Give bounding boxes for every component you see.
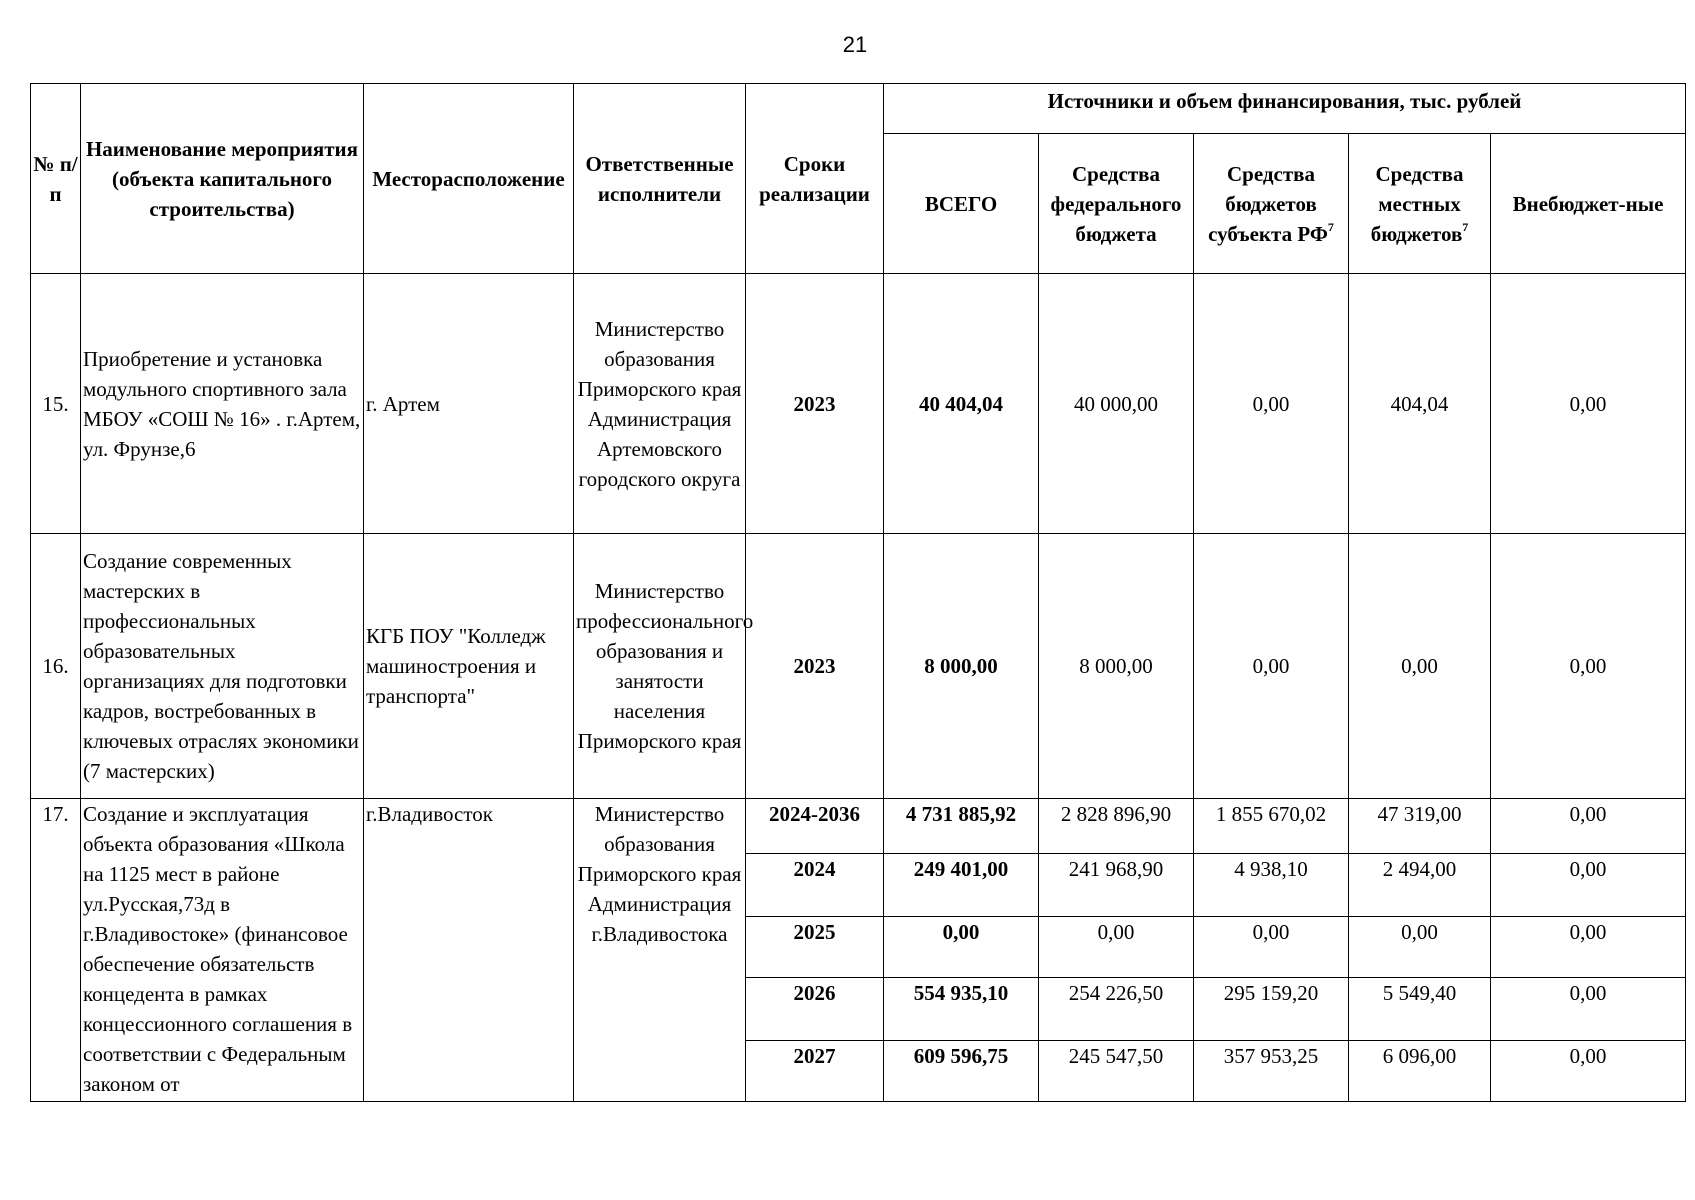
row-term: 2026	[746, 978, 884, 1041]
row-federal: 8 000,00	[1039, 534, 1194, 799]
row-total: 8 000,00	[884, 534, 1039, 799]
table-row	[31, 274, 1686, 534]
row-federal: 2 828 896,90	[1039, 799, 1194, 854]
row-total: 554 935,10	[884, 978, 1039, 1041]
row-total: 249 401,00	[884, 854, 1039, 917]
page-number: 21	[842, 32, 868, 57]
row-subject: 4 938,10	[1194, 854, 1349, 917]
row-subject: 357 953,25	[1194, 1041, 1349, 1102]
footnote-mark: 7	[1327, 219, 1334, 234]
row-local: 0,00	[1349, 534, 1491, 799]
row-location: г.Владивосток	[364, 799, 574, 1102]
row-extra: 0,00	[1491, 854, 1686, 917]
row-responsible: Министерство образования Приморского края Администрация Артемовского городского округа	[574, 274, 746, 534]
row-name: Создание современных мастерских в профессиональных образовательных организациях для подготовки кадров, востребованных в ключевых отраслях экономики (7 мастерских)	[81, 534, 364, 799]
header-name: Наименование мероприятия (объекта капитального строительства)	[81, 84, 364, 274]
header-subject	[1194, 134, 1349, 274]
row-subject: 0,00	[1194, 917, 1349, 978]
row-total: 40 404,04	[884, 274, 1039, 534]
row-subject: 1 855 670,02	[1194, 799, 1349, 854]
header-row-1	[31, 84, 1686, 134]
row-location: г. Артем	[364, 274, 574, 534]
row-subject: 0,00	[1194, 534, 1349, 799]
row-total: 0,00	[884, 917, 1039, 978]
row-federal: 245 547,50	[1039, 1041, 1194, 1102]
row-num: 17.	[31, 799, 81, 1102]
header-terms: Сроки реализации	[746, 84, 884, 274]
row-subject: 0,00	[1194, 274, 1349, 534]
financing-table	[30, 83, 1686, 1102]
row-federal: 254 226,50	[1039, 978, 1194, 1041]
header-extra: Внебюджет-ные	[1491, 134, 1686, 274]
row-term: 2024	[746, 854, 884, 917]
row-extra: 0,00	[1491, 978, 1686, 1041]
header-local	[1349, 134, 1491, 274]
header-financing: Источники и объем финансирования, тыс. рублей	[884, 84, 1686, 134]
row-term: 2025	[746, 917, 884, 978]
table-row	[31, 799, 1686, 854]
row-term: 2024-2036	[746, 799, 884, 854]
footnote-mark: 7	[1462, 219, 1469, 234]
row-total: 4 731 885,92	[884, 799, 1039, 854]
header-local-text: Средства местных бюджетов	[1370, 161, 1464, 246]
row-extra: 0,00	[1491, 274, 1686, 534]
row-responsible: Министерство профессионального образования и занятости населения Приморского края	[574, 534, 746, 799]
row-federal: 241 968,90	[1039, 854, 1194, 917]
row-local: 2 494,00	[1349, 854, 1491, 917]
row-term: 2023	[746, 534, 884, 799]
row-local: 47 319,00	[1349, 799, 1491, 854]
row-num: 16.	[31, 534, 81, 799]
row-subject: 295 159,20	[1194, 978, 1349, 1041]
row-federal: 0,00	[1039, 917, 1194, 978]
row-local: 6 096,00	[1349, 1041, 1491, 1102]
row-responsible: Министерство образования Приморского края Администрация г.Владивостока	[574, 799, 746, 1102]
row-local: 404,04	[1349, 274, 1491, 534]
row-local: 0,00	[1349, 917, 1491, 978]
row-location: КГБ ПОУ "Колледж машиностроения и транспорта"	[364, 534, 574, 799]
table-row	[31, 534, 1686, 799]
header-subject-text: Средства бюджетов субъекта РФ	[1208, 161, 1328, 246]
header-responsible: Ответственные исполнители	[574, 84, 746, 274]
row-local: 5 549,40	[1349, 978, 1491, 1041]
header-total: ВСЕГО	[884, 134, 1039, 274]
row-extra: 0,00	[1491, 534, 1686, 799]
row-num: 15.	[31, 274, 81, 534]
header-federal: Средства федерального бюджета	[1039, 134, 1194, 274]
row-term: 2023	[746, 274, 884, 534]
row-name: Приобретение и установка модульного спортивного зала МБОУ «СОШ № 16» . г.Артем, ул. Фрунзе,6	[81, 274, 364, 534]
row-federal: 40 000,00	[1039, 274, 1194, 534]
row-term: 2027	[746, 1041, 884, 1102]
row-name: Создание и эксплуатация объекта образования «Школа на 1125 мест в районе ул.Русская,73д в г.Владивостоке» (финансовое обеспечение обязательств концедента в рамках концессионного соглашения в соответствии с Федеральным законом от	[81, 799, 364, 1102]
row-extra: 0,00	[1491, 917, 1686, 978]
header-location: Месторасположение	[364, 84, 574, 274]
row-total: 609 596,75	[884, 1041, 1039, 1102]
row-extra: 0,00	[1491, 799, 1686, 854]
header-num: № п/п	[31, 84, 81, 274]
row-extra: 0,00	[1491, 1041, 1686, 1102]
